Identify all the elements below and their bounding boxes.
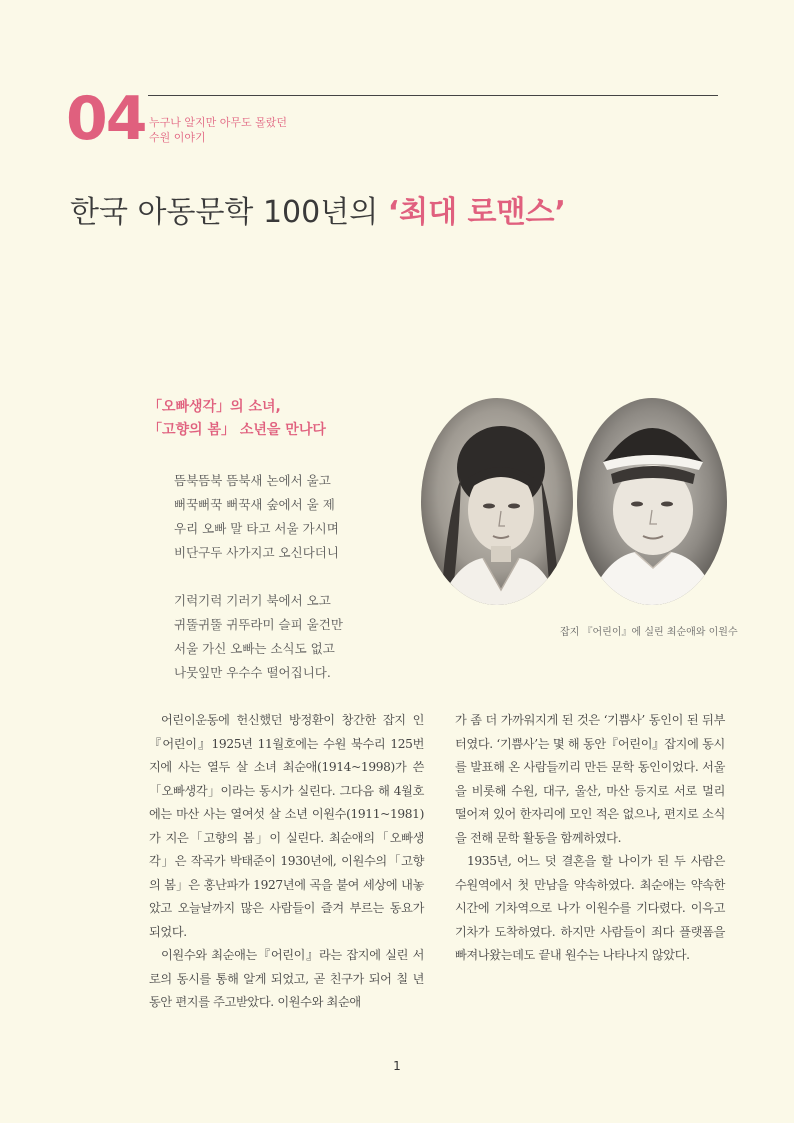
page-title-plain: 한국 아동문학 100년의: [70, 195, 388, 230]
portrait-lee-wonsu: [577, 398, 727, 605]
chapter-subtitle: [149, 115, 287, 145]
page-title-highlight: ‘최대 로맨스’: [387, 195, 566, 230]
poem-line: 기럭기럭 기러기 북에서 오고: [174, 593, 331, 608]
chapter-number: 04: [66, 84, 146, 154]
page-title: [70, 193, 566, 233]
portrait-girl-image: [421, 398, 573, 605]
body-column-left: [149, 709, 424, 1015]
poem-line: 우리 오빠 말 타고 서울 가시며: [174, 521, 339, 536]
body-paragraph: 1935년, 어느 덧 결혼을 할 나이가 된 두 사람은 수원역에서 첫 만남을 약속하였다. 최순애는 약속한 시간에 기차역으로 나가 이원수를 기다렸다. 이윽고 기차가 도착하였다. 하지만 사람들이 죄다 플랫폼을 빠져나왔는데도 끝내 원수는 나타나지 않았다.: [455, 854, 725, 962]
poem-line: 귀뚤귀뚤 귀뚜라미 슬피 울건만: [174, 617, 343, 632]
chapter-subtitle-line2: 수원 이야기: [149, 131, 206, 144]
body-paragraph: 가 좀 더 가까워지게 된 것은 ‘기쁨사’ 동인이 된 뒤부터였다. ‘기쁨사’는 몇 해 동안『어린이』잡지에 동시를 발표해 온 사람들끼리 만든 문학 동인이었다. 서울을 비롯해 수원, 대구, 울산, 마산 등지로 서로 멀리 떨어져 있어 한자리에 모인 적은 없으나, 편지로 소식을 전해 문학 활동을 함께하였다.: [455, 713, 725, 845]
body-column-right: [455, 709, 725, 968]
body-paragraph: 이원수와 최순애는『어린이』라는 잡지에 실린 서로의 동시를 통해 알게 되었고, 곧 친구가 되어 칠 년 동안 편지를 주고받았다. 이원수와 최순애: [149, 948, 424, 1009]
poem-line: 뻐꾹뻐꾹 뻐꾹새 숲에서 울 제: [174, 497, 335, 512]
poem-stanza-1: [174, 469, 343, 565]
photo-caption: 잡지 『어린이』에 실린 최순애와 이원수: [560, 627, 738, 638]
chapter-subtitle-line1: 누구나 알지만 아무도 몰랐던: [149, 116, 288, 129]
body-paragraph: 어린이운동에 헌신했던 방정환이 창간한 잡지 인『어린이』1925년 11월호에는 수원 북수리 125번지에 사는 열두 살 소녀 최순애(1914~1998)가 쓴「오빠생각」이라는 동시가 실린다. 그다음 해 4월호에는 마산 사는 열여섯 살 소년 이원수(1911~1981)가 지은「고향의 봄」이 실린다. 최순애의「오빠생각」은 작곡가 박태준이 1930년에, 이원수의「고향의 봄」은 홍난파가 1927년에 곡을 붙여 세상에 내놓았고 오늘날까지 많은 사람들이 즐겨 부르는 동요가 되었다.: [149, 713, 424, 939]
poem-line: 서울 가신 오빠는 소식도 없고: [174, 641, 335, 656]
poem-line: 뜸북뜸북 뜸북새 논에서 울고: [174, 473, 331, 488]
poem-line: 나뭇잎만 우수수 떨어집니다.: [174, 665, 331, 680]
portrait-boy-image: [577, 398, 727, 605]
page-number: 1: [393, 1059, 401, 1073]
poem-stanza-2: [174, 589, 343, 685]
poem: [174, 469, 343, 709]
section-heading-line1: 「오빠생각」의 소녀,: [148, 399, 281, 415]
section-heading: [148, 396, 326, 442]
poem-line: 비단구두 사가지고 오신다더니: [174, 545, 339, 560]
section-heading-line2: 「고향의 봄」 소년을 만나다: [148, 422, 326, 438]
header-rule: [148, 95, 718, 96]
portrait-choi-sunae: [421, 398, 573, 605]
